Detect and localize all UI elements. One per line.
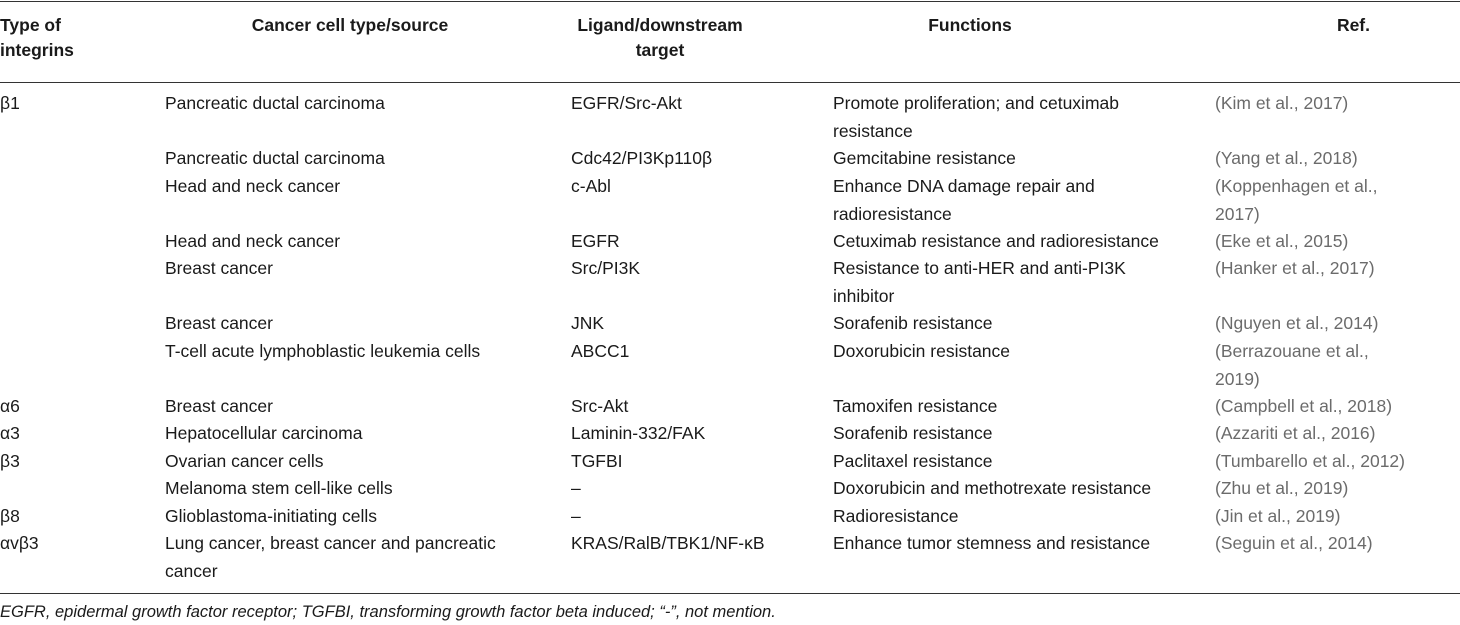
cell-function: Gemcitabine resistance	[833, 148, 1016, 168]
cell-cancer-source: Breast cancer	[165, 313, 273, 333]
cell-ref: (Berrazouane et al., 2019)	[1215, 341, 1369, 389]
cell-integrin: β3	[0, 451, 20, 471]
cell-ref: (Jin et al., 2019)	[1215, 506, 1341, 526]
cell-ligand-target: ABCC1	[571, 341, 630, 361]
cell-cancer-source: Head and neck cancer	[165, 231, 341, 251]
cell-function: Sorafenib resistance	[833, 423, 993, 443]
cell-cancer-source: Ovarian cancer cells	[165, 451, 324, 471]
cell-function: Enhance DNA damage repair and radioresistance	[833, 176, 1095, 224]
cell-function: Paclitaxel resistance	[833, 451, 993, 471]
cell-ref: (Koppenhagen et al., 2017)	[1215, 176, 1378, 224]
cell-ligand-target: EGFR/Src-Akt	[571, 93, 682, 113]
table-top-rule	[0, 1, 1460, 2]
cell-cancer-source: Hepatocellular carcinoma	[165, 423, 363, 443]
cell-ligand-target: –	[571, 478, 581, 498]
cell-integrin: αvβ3	[0, 533, 39, 553]
cell-cancer-source: Pancreatic ductal carcinoma	[165, 148, 385, 168]
header-cancer-cell-type: Cancer cell type/source	[251, 15, 449, 35]
cell-ligand-target: c-Abl	[571, 176, 611, 196]
cell-cancer-source: Breast cancer	[165, 258, 273, 278]
cell-cancer-source: Breast cancer	[165, 396, 273, 416]
cell-cancer-source: Lung cancer, breast cancer and pancreatic cancer	[165, 533, 496, 581]
cell-function: Doxorubicin and methotrexate resistance	[833, 478, 1152, 498]
cell-ligand-target: Src/PI3K	[571, 258, 641, 278]
cell-ref: (Nguyen et al., 2014)	[1215, 313, 1379, 333]
header-ligand-target: Ligand/downstream target	[577, 15, 743, 60]
cell-ligand-target: Src-Akt	[571, 396, 629, 416]
cell-ligand-target: TGFBI	[571, 451, 623, 471]
table-footnote: EGFR, epidermal growth factor receptor; TGFBI, transforming growth factor beta induced; “-”, not mention.	[0, 603, 776, 621]
cell-ref: (Hanker et al., 2017)	[1215, 258, 1375, 278]
cell-ref: (Zhu et al., 2019)	[1215, 478, 1349, 498]
cell-integrin: α3	[0, 423, 20, 443]
header-type-of-integrins: Type of integrins	[0, 15, 74, 60]
cell-ref: (Kim et al., 2017)	[1215, 93, 1349, 113]
cell-ligand-target: KRAS/RalB/TBK1/NF-κB	[571, 533, 765, 553]
cell-integrin: β1	[0, 93, 20, 113]
cell-ligand-target: Laminin-332/FAK	[571, 423, 706, 443]
cell-integrin: β8	[0, 506, 20, 526]
cell-cancer-source: Head and neck cancer	[165, 176, 341, 196]
table-header-rule	[0, 82, 1460, 83]
cell-function: Enhance tumor stemness and resistance	[833, 533, 1151, 553]
cell-function: Doxorubicin resistance	[833, 341, 1011, 361]
cell-function: Cetuximab resistance and radioresistance	[833, 231, 1159, 251]
cell-ref: (Campbell et al., 2018)	[1215, 396, 1393, 416]
cell-ref: (Azzariti et al., 2016)	[1215, 423, 1376, 443]
cell-function: Resistance to anti-HER and anti-PI3K inhibitor	[833, 258, 1126, 306]
cell-function: Sorafenib resistance	[833, 313, 993, 333]
cell-cancer-source: Melanoma stem cell-like cells	[165, 478, 393, 498]
cell-integrin: α6	[0, 396, 20, 416]
cell-ref: (Eke et al., 2015)	[1215, 231, 1349, 251]
cell-ligand-target: Cdc42/PI3Kp110β	[571, 148, 713, 168]
cell-function: Radioresistance	[833, 506, 959, 526]
header-functions: Functions	[928, 15, 1012, 35]
cell-ligand-target: EGFR	[571, 231, 620, 251]
table-bottom-rule	[0, 593, 1460, 594]
cell-function: Tamoxifen resistance	[833, 396, 998, 416]
cell-ref: (Yang et al., 2018)	[1215, 148, 1358, 168]
cell-cancer-source: T-cell acute lymphoblastic leukemia cells	[165, 341, 481, 361]
cell-cancer-source: Pancreatic ductal carcinoma	[165, 93, 385, 113]
cell-ref: (Tumbarello et al., 2012)	[1215, 451, 1405, 471]
cell-ref: (Seguin et al., 2014)	[1215, 533, 1373, 553]
cell-ligand-target: JNK	[571, 313, 605, 333]
cell-function: Promote proliferation; and cetuximab resistance	[833, 93, 1119, 141]
header-ref: Ref.	[1336, 15, 1370, 35]
cell-cancer-source: Glioblastoma-initiating cells	[165, 506, 378, 526]
cell-ligand-target: –	[571, 506, 581, 526]
